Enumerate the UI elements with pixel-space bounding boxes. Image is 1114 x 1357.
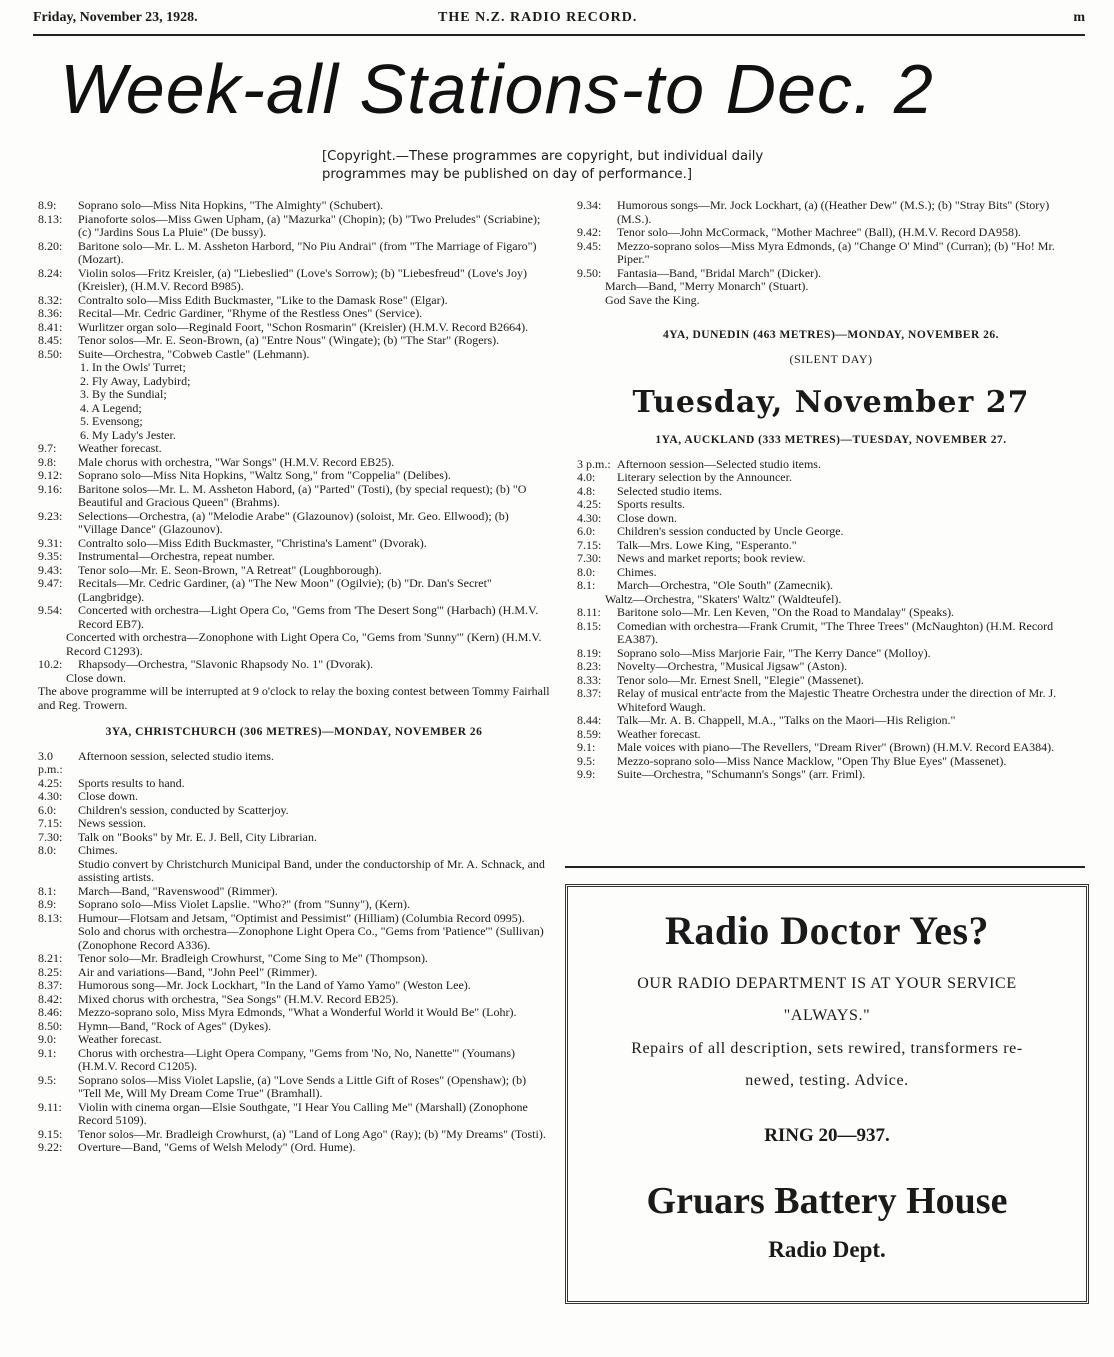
entry-text: News and market reports; book review. — [617, 551, 806, 565]
station-heading-4ya: 4YA, DUNEDIN (463 METRES)—MONDAY, NOVEMBER 26. — [662, 329, 1000, 341]
programme-entry — [38, 1101, 550, 1128]
entry-time: 9.43: — [38, 562, 63, 577]
entry-time: 9.47: — [38, 576, 63, 590]
entry-text: Tenor solo—Mr. E. Seon-Brown, "A Retreat" (Loughborough). — [78, 562, 382, 577]
programme-entry — [38, 952, 550, 966]
programme-entry — [38, 831, 550, 845]
entry-time: 9.9: — [577, 767, 596, 781]
entry-text: Mixed chorus with orchestra, "Sea Songs" (H.M.V. Record EB25). — [78, 991, 399, 1006]
programme-entry — [577, 593, 1085, 607]
programme-list-left — [38, 199, 550, 712]
programme-entry — [577, 768, 1085, 782]
advertisement-box — [565, 884, 1089, 1304]
programme-entry — [38, 199, 550, 213]
entry-text: Humour—Flotsam and Jetsam, "Optimist and Pessimist" (Hilliam) (Columbia Record 0995). — [78, 910, 525, 925]
programme-entry — [577, 620, 1085, 647]
programme-entry — [38, 577, 550, 604]
programme-entry — [577, 485, 1085, 499]
programme-entry — [577, 660, 1085, 674]
programme-entry — [577, 280, 1085, 294]
programme-entry — [577, 458, 1085, 472]
entry-time: 8.1: — [577, 578, 596, 592]
programme-entry — [577, 606, 1085, 620]
entry-time: 9.54: — [38, 603, 63, 617]
programme-entry — [38, 388, 550, 402]
publication-name: THE N.Z. RADIO RECORD. — [438, 10, 638, 25]
programme-entry — [38, 790, 550, 804]
entry-time: 8.37: — [577, 686, 602, 700]
programme-entry — [38, 564, 550, 578]
advert-headline: Radio Doctor Yes? — [664, 908, 990, 953]
entry-time: 8.32: — [38, 292, 63, 307]
entry-text: Talk—Mrs. Lowe King, "Esperanto." — [617, 537, 797, 552]
programme-entry — [577, 498, 1085, 512]
programme-entry — [38, 469, 550, 483]
programme-entry — [38, 604, 550, 631]
entry-time: 8.19: — [577, 645, 602, 660]
entry-time: 8.11: — [577, 605, 601, 619]
entry-time: 3.0 p.m.: — [38, 748, 63, 776]
entry-time: 4.25: — [577, 497, 602, 511]
entry-text: 6. My Lady's Jester. — [80, 427, 176, 442]
programme-entry — [38, 510, 550, 537]
programme-entry — [38, 979, 550, 993]
entry-text: Soprano solo—Miss Nita Hopkins, "Waltz Song," from "Coppelia" (Delibes). — [78, 468, 451, 482]
programme-entry — [38, 672, 550, 686]
entry-time: 10.2: — [38, 657, 63, 671]
programme-entry — [38, 321, 550, 335]
entry-text: Tenor solos—Mr. E. Seon-Brown, (a) "Entre Nous" (Wingate); (b) "The Star" (Rogers). — [78, 333, 500, 347]
entry-text: Mezzo-soprano solo, Miss Myra Edmonds, "What a Wonderful World it Would Be" (Lohr). — [78, 1005, 517, 1019]
entry-text: Humorous songs—Mr. Jock Lockhart, (a) ((Heather Dew" (M.S.); (b) "Stray Bits" (Story) (M.S.). — [617, 198, 1050, 226]
advert-top-rule — [565, 866, 1085, 868]
entry-time: 8.33: — [577, 672, 602, 687]
programme-entry — [38, 1074, 550, 1101]
programme-list-right — [577, 199, 1085, 307]
programme-entry — [38, 1033, 550, 1047]
entry-time: 8.24: — [38, 265, 63, 280]
entry-text: Mezzo-soprano solos—Miss Myra Edmonds, (a) "Change O' Mind" (Curran); (b) "Ho! Mr. Piper." — [617, 238, 1055, 266]
programme-entry — [577, 552, 1085, 566]
programme-entry — [577, 294, 1085, 308]
entry-text: Suite—Orchestra, "Schumann's Songs" (arr. Friml). — [617, 767, 866, 781]
programme-entry — [577, 674, 1085, 688]
entry-text: Baritone solo—Mr. L. M. Assheton Harbord, "No Piu Andrai" (from "The Marriage of Figaro") (Mozart). — [78, 238, 537, 266]
entry-time: 8.20: — [38, 238, 63, 253]
entry-text: Close down. — [66, 670, 126, 685]
entry-text: Rhapsody—Orchestra, "Slavonic Rhapsody No. 1" (Dvorak). — [78, 657, 374, 671]
entry-text: Violin solos—Fritz Kreisler, (a) "Liebeslied" (Love's Sorrow); (b) "Liebesfreud" (Love's Joy) (Kreisler), (H.M.V. Record B985). — [78, 265, 527, 293]
entry-text: Chorus with orchestra—Light Opera Company, "Gems from 'No, No, Nanette'" (Youmans) (H.M.V. Record C1205). — [78, 1045, 516, 1073]
entry-text: Male chorus with orchestra, "War Songs" (H.M.V. Record EB25). — [78, 454, 395, 469]
entry-text: Close down. — [78, 789, 138, 803]
entry-time: 9.12: — [38, 468, 63, 482]
entry-text: Sports results. — [617, 497, 686, 511]
entry-text: Soprano solos—Miss Violet Lapslie, (a) "Love Sends a Little Gift of Roses" (Openshaw); (b) "Tell Me, Will My Dream Come True" (Bramhall). — [78, 1072, 527, 1100]
programme-entry — [38, 456, 550, 470]
entry-text: Chimes. — [617, 564, 657, 579]
page-header — [33, 10, 1085, 34]
entry-time: 8.0: — [38, 843, 57, 857]
programme-entry — [38, 307, 550, 321]
programme-entry — [577, 687, 1085, 714]
entry-time: 9.0: — [38, 1032, 57, 1046]
entry-text: Sports results to hand. — [78, 775, 185, 790]
entry-text: Tenor solo—Mr. Bradleigh Crowhurst, "Come Sing to Me" (Thompson). — [78, 951, 428, 965]
entry-text: God Save the King. — [605, 292, 700, 307]
programme-entry — [38, 658, 550, 672]
entry-text: Hymn—Band, "Rock of Ages" (Dykes). — [78, 1018, 272, 1033]
left-column — [38, 199, 550, 1155]
entry-text: Soprano solo—Miss Violet Lapslie. "Who?" (from "Sunny"), (Kern). — [78, 897, 410, 911]
entry-text: Tenor solo—Mr. Ernest Snell, "Elegie" (Massenet). — [617, 672, 864, 687]
entry-text: Chimes. — [78, 843, 118, 857]
entry-text: Mezzo-soprano solo—Miss Nance Macklow, "Open Thy Blue Eyes" (Massenet). — [617, 753, 1007, 768]
entry-time: 9.23: — [38, 508, 63, 523]
programme-entry — [38, 1141, 550, 1155]
entry-time: 4.30: — [38, 789, 63, 803]
entry-text: Afternoon session, selected studio items. — [78, 748, 274, 763]
entry-time: 8.37: — [38, 978, 63, 992]
entry-text: Suite—Orchestra, "Cobweb Castle" (Lehmann). — [78, 346, 310, 361]
entry-text: Selected studio items. — [617, 483, 722, 498]
programme-entry — [38, 334, 550, 348]
programme-entry — [38, 483, 550, 510]
day-heading-tuesday: Tuesday, November 27 — [632, 385, 1030, 420]
entry-text: 3. By the Sundial; — [80, 387, 167, 401]
programme-entry — [38, 550, 550, 564]
programme-entry — [38, 294, 550, 308]
entry-time: 9.22: — [38, 1140, 63, 1154]
entry-text: 1. In the Owls' Turret; — [80, 360, 186, 374]
entry-text: 2. Fly Away, Ladybird; — [80, 373, 191, 388]
entry-time: 9.16: — [38, 481, 63, 496]
entry-time: 8.45: — [38, 333, 63, 347]
entry-text: Solo and chorus with orchestra—Zonophone Light Opera Co., "Gems from 'Patience'" (Sullivan) (Zonophone Record A336). — [78, 924, 544, 952]
programme-entry — [38, 631, 550, 658]
entry-text: Overture—Band, "Gems of Welsh Melody" (Ord. Hume). — [78, 1140, 356, 1154]
entry-time: 8.13: — [38, 211, 63, 226]
programme-list-1ya — [577, 458, 1085, 782]
entry-time: 4.0: — [577, 470, 596, 484]
programme-entry — [38, 1006, 550, 1020]
entry-text: Recitals—Mr. Cedric Gardiner, (a) "The New Moon" (Ogilvie); (b) "Dr. Dan's Secret" (Langbridge). — [78, 576, 492, 604]
programme-entry — [38, 361, 550, 375]
entry-time: 9.1: — [38, 1045, 57, 1060]
entry-time: 9.35: — [38, 549, 63, 563]
programme-entry — [38, 912, 550, 926]
advert-company-name: Gruars Battery House — [646, 1180, 1008, 1222]
entry-text: Male voices with piano—The Revellers, "Dream River" (Brown) (H.M.V. Record EA384). — [617, 740, 1055, 754]
entry-text: Contralto solo—Miss Edith Buckmaster, "Christina's Lament" (Dvorak). — [78, 535, 427, 550]
programme-entry — [38, 240, 550, 267]
programme-entry — [577, 267, 1085, 281]
entry-text: March—Band, "Merry Monarch" (Stuart). — [605, 279, 809, 293]
entry-text: Waltz—Orchestra, "Skaters' Waltz" (Waldteufel). — [605, 591, 842, 606]
entry-text: Novelty—Orchestra, "Musical Jigsaw" (Aston). — [617, 659, 848, 673]
entry-text: Soprano solo—Miss Nita Hopkins, "The Almighty" (Schubert). — [78, 198, 384, 212]
programme-entry — [38, 966, 550, 980]
issue-date: Friday, November 23, 1928. — [33, 10, 198, 25]
programme-entry — [38, 1128, 550, 1142]
entry-time: 9.5: — [38, 1072, 57, 1087]
advert-department: Radio Dept. — [768, 1237, 886, 1262]
programme-entry — [577, 240, 1085, 267]
entry-text: March—Band, "Ravenswood" (Rimmer). — [78, 883, 278, 898]
entry-time: 4.8: — [577, 483, 596, 498]
entry-time: 8.0: — [577, 564, 596, 579]
entry-time: 8.1: — [38, 883, 57, 898]
entry-text: Recital—Mr. Cedric Gardiner, "Rhyme of the Restless Ones" (Service). — [78, 306, 423, 320]
entry-text: 5. Evensong; — [80, 414, 143, 428]
copyright-notice: [Copyright.—These programmes are copyright, but individual daily programmes may be published on day of performance.] — [322, 149, 764, 182]
programme-entry — [38, 817, 550, 831]
programme-entry — [577, 471, 1085, 485]
entry-time: 4.25: — [38, 775, 63, 790]
entry-text: Violin with cinema organ—Elsie Southgate, "I Hear You Calling Me" (Marshall) (Zonophone Record 5109). — [78, 1099, 528, 1127]
entry-text: Wurlitzer organ solo—Reginald Foort, "Schon Rosmarin" (Kreisler) (H.M.V. Record B2664). — [78, 319, 529, 334]
entry-text: Children's session, conducted by Scatterjoy. — [78, 802, 289, 817]
entry-time: 8.46: — [38, 1005, 63, 1019]
programme-entry — [38, 537, 550, 551]
entry-text: Soprano solo—Miss Marjorie Fair, "The Kerry Dance" (Molloy). — [617, 645, 931, 660]
header-rule — [33, 34, 1085, 36]
programme-list-3ya — [38, 750, 550, 1155]
entry-text: Humorous song—Mr. Jock Lockhart, "In the Land of Yamo Yamo" (Weston Lee). — [78, 978, 471, 992]
entry-text: Talk on "Books" by Mr. E. J. Bell, City Librarian. — [78, 829, 317, 844]
entry-time: 9.8: — [38, 454, 57, 469]
programme-entry — [577, 199, 1085, 226]
advert-testing-line: newed, testing. Advice. — [745, 1072, 909, 1089]
programme-entry — [577, 512, 1085, 526]
page-title: Week-all Stations-to Dec. 2 — [60, 50, 934, 128]
programme-entry — [38, 402, 550, 416]
entry-time: 7.15: — [38, 816, 63, 830]
programme-entry — [38, 415, 550, 429]
entry-time: 9.1: — [577, 740, 596, 754]
entry-time: 4.30: — [577, 510, 602, 525]
entry-time: 3 p.m.: — [577, 456, 611, 471]
entry-text: Concerted with orchestra—Zonophone with Light Opera Co, "Gems from 'Sunny'" (Kern) (H.M.V. Record C1293). — [66, 630, 542, 658]
programme-entry — [577, 566, 1085, 580]
entry-time: 9.5: — [577, 753, 596, 768]
programme-entry — [38, 213, 550, 240]
entry-text: Literary selection by the Announcer. — [617, 470, 792, 484]
entry-time: 8.59: — [577, 726, 602, 741]
entry-text: Contralto solo—Miss Edith Buckmaster, "Like to the Damask Rose" (Elgar). — [78, 292, 448, 307]
entry-time: 8.25: — [38, 964, 63, 979]
entry-time: 8.50: — [38, 346, 63, 361]
entry-time: 7.15: — [577, 537, 602, 552]
page-mark: m — [1073, 10, 1085, 25]
programme-entry — [577, 226, 1085, 240]
entry-time: 9.45: — [577, 238, 602, 253]
entry-time: 6.0: — [38, 802, 57, 817]
programme-entry — [577, 728, 1085, 742]
entry-time: 8.23: — [577, 659, 602, 673]
entry-text: Fantasia—Band, "Bridal March" (Dicker). — [617, 265, 822, 280]
programme-entry — [577, 647, 1085, 661]
entry-time: 9.42: — [577, 225, 602, 239]
entry-text: Weather forecast. — [617, 726, 701, 741]
programme-entry — [577, 755, 1085, 769]
programme-entry — [38, 777, 550, 791]
programme-entry — [38, 1020, 550, 1034]
programme-entry — [38, 429, 550, 443]
entry-time: 8.50: — [38, 1018, 63, 1033]
entry-text: Air and variations—Band, "John Peel" (Rimmer). — [78, 964, 318, 979]
entry-text: Concerted with orchestra—Light Opera Co, "Gems from 'The Desert Song'" (Harbach) (H.M.V. Record EB7). — [78, 603, 539, 631]
programme-entry — [577, 714, 1085, 728]
entry-time: 8.44: — [577, 713, 602, 727]
entry-text: Weather forecast. — [78, 1032, 162, 1046]
programme-entry — [38, 1047, 550, 1074]
advert-phone-number: RING 20—937. — [764, 1125, 890, 1146]
entry-text: March—Orchestra, "Ole South" (Zamecnik). — [617, 578, 834, 592]
entry-text: News session. — [78, 816, 146, 830]
programme-entry — [38, 885, 550, 899]
programme-entry — [38, 267, 550, 294]
programme-entry — [38, 993, 550, 1007]
station-heading-1ya: 1YA, AUCKLAND (333 METRES)—TUESDAY, NOVEMBER 27. — [655, 434, 1007, 446]
entry-time: 9.34: — [577, 198, 602, 212]
entry-text: Relay of musical entr'acte from the Majestic Theatre Orchestra under the direction of Mr. J. Whiteford Waugh. — [617, 686, 1057, 714]
entry-text: Selections—Orchestra, (a) "Melodie Arabe" (Glazounov) (soloist, Mr. Geo. Ellwood); (b) "Village Dance" (Glazounov). — [78, 508, 509, 536]
programme-entry — [577, 741, 1085, 755]
entry-time: 8.13: — [38, 910, 63, 925]
entry-text: Children's session conducted by Uncle George. — [617, 524, 844, 538]
entry-time: 8.21: — [38, 951, 63, 965]
entry-time: 7.30: — [577, 551, 602, 565]
programme-entry — [577, 579, 1085, 593]
programme-entry — [38, 442, 550, 456]
right-column — [577, 199, 1085, 782]
entry-text: Close down. — [617, 510, 677, 525]
programme-entry — [38, 750, 550, 777]
entry-time: 9.11: — [38, 1099, 62, 1114]
entry-text: Baritone solos—Mr. L. M. Assheton Habord, (a) "Parted" (Tosti), (by special request); (b) "O Beautiful and Gracious Queen" (Brahms). — [78, 481, 527, 509]
advert-always-line: "ALWAYS." — [783, 1007, 871, 1024]
programme-entry — [38, 348, 550, 362]
programme-entry — [577, 525, 1085, 539]
entry-text: Comedian with orchestra—Frank Crumit, "The Three Trees" (McNaughton) (H.M. Record EA387). — [617, 618, 1054, 646]
entry-text: Tenor solo—John McCormack, "Mother Machree" (Ball), (H.M.V. Record DA958). — [617, 225, 1021, 239]
entry-time: 8.15: — [577, 618, 602, 633]
entry-text: Weather forecast. — [78, 441, 162, 455]
entry-time: 8.42: — [38, 991, 63, 1006]
entry-text: Tenor solos—Mr. Bradleigh Crowhurst, (a) "Land of Long Ago" (Ray); (b) "My Dreams" (Tosti). — [78, 1126, 546, 1141]
entry-time: 8.9: — [38, 897, 57, 911]
entry-time: 9.7: — [38, 441, 57, 455]
programme-entry — [38, 925, 550, 952]
silent-day-note: (SILENT DAY) — [789, 351, 873, 366]
programme-entry — [38, 898, 550, 912]
entry-time: 8.9: — [38, 198, 57, 212]
entry-time: 6.0: — [577, 524, 596, 538]
programme-entry — [38, 804, 550, 818]
advert-repairs-line: Repairs of all description, sets rewired, transformers re- — [631, 1040, 1023, 1057]
entry-text: The above programme will be interrupted at 9 o'clock to relay the boxing contest between Tommy Fairhall and Reg. Trowern. — [38, 684, 550, 712]
entry-time: 9.15: — [38, 1126, 63, 1141]
programme-entry — [38, 685, 550, 712]
entry-time: 9.31: — [38, 535, 63, 550]
advert-service-line: OUR RADIO DEPARTMENT IS AT YOUR SERVICE — [637, 975, 1017, 992]
entry-text: Talk—Mr. A. B. Chappell, M.A., "Talks on the Maori—His Religion." — [617, 713, 956, 727]
entry-text: Baritone solo—Mr. Len Keven, "On the Road to Mandalay" (Speaks). — [617, 605, 955, 619]
entry-text: Pianoforte solos—Miss Gwen Upham, (a) "Mazurka" (Chopin); (b) "Two Preludes" (Scriabine); (c) "Jardins Sous La Pluie" (De bussy). — [78, 211, 541, 239]
programme-entry — [577, 539, 1085, 553]
entry-text: Afternoon session—Selected studio items. — [617, 456, 821, 471]
entry-text: 4. A Legend; — [80, 400, 142, 415]
entry-text: Studio convert by Christchurch Municipal Band, under the conductorship of Mr. A. Schnack, and assisting artists. — [78, 856, 545, 884]
entry-time: 7.30: — [38, 829, 63, 844]
entry-text: Instrumental—Orchestra, repeat number. — [78, 549, 275, 563]
entry-time: 9.50: — [577, 265, 602, 280]
entry-time: 8.41: — [38, 319, 63, 334]
programme-entry — [38, 844, 550, 858]
programme-entry — [38, 858, 550, 885]
station-heading-3ya: 3YA, CHRISTCHURCH (306 METRES)—MONDAY, NOVEMBER 26 — [105, 726, 483, 738]
programme-entry — [38, 375, 550, 389]
entry-time: 8.36: — [38, 306, 63, 320]
